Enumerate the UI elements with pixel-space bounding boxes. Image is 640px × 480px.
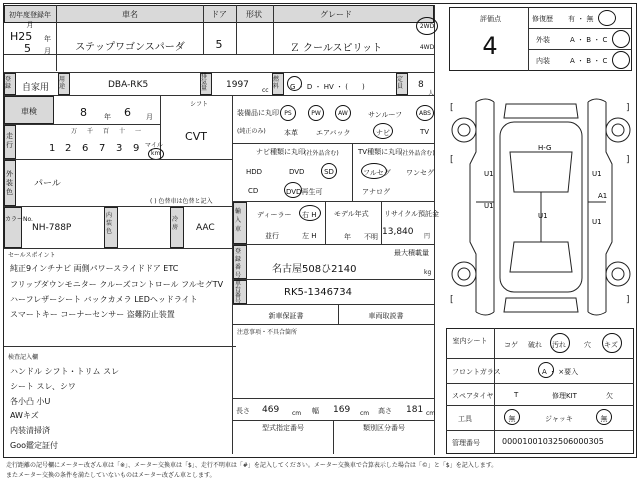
car-damage-diagram [446, 92, 636, 327]
tv-oneseg: ワンセグ [406, 169, 434, 177]
mileage-label: 走行 [6, 132, 13, 149]
diagram-label-u1-b: U1 [484, 202, 494, 210]
interior-grade-options: A ・ B ・ C [570, 57, 608, 65]
length-value: 469 [262, 405, 280, 415]
cap-value: 8 [418, 80, 424, 90]
color-no-label: カラーNo. [5, 216, 33, 223]
width-unit: cm [360, 410, 370, 417]
model-year-unknown: 不明 [364, 233, 378, 241]
equip-navi: ナビ [376, 129, 390, 137]
car-name-value: ステップワゴンスパーダ [75, 42, 185, 53]
manage-label: 管理番号 [452, 439, 480, 447]
recycle-value: 13,840 [382, 227, 414, 237]
diagram-label-a1: A1 [598, 192, 608, 200]
manage-value: 00001001032506000305 [502, 437, 604, 446]
model-year-label: モデル年式 [334, 210, 369, 218]
glass-options: A ・ ×要入 [542, 368, 579, 376]
footer-line-1: 走行距離の記号欄にメーター改ざん車は「※」、メーター交換車は「$」、走行不明車は「#」を記入してください。メーター交換車で合算表示した場合は「©」と「$」を記入します。 [6, 462, 498, 469]
reg-month-unit: 月 [44, 47, 51, 55]
mileage-digit-3: 7 [99, 143, 106, 154]
digit-header-1: 千 [87, 128, 94, 135]
inspector-line-5: Goo鑑定証付 [10, 441, 58, 450]
navi-dvdplay: DVD再生可 [286, 188, 323, 196]
height-unit: cm [426, 410, 436, 417]
footer-line-2: またメーター交換の条件を満たしていないものはメーター改ざん車とします。 [6, 472, 216, 479]
reg-month: 5 [24, 42, 31, 55]
height-label: 高さ [378, 407, 392, 415]
car-name-label: 車名 [122, 10, 138, 19]
equipment-title: 装備品に丸印 [237, 109, 279, 117]
score-value: 4 [482, 32, 498, 60]
chassis-value: RK5-1346734 [284, 287, 353, 298]
sales-line-0: 純正9インチナビ 両側パワースライドドア ETC [10, 264, 179, 273]
inspector-line-3: AWキズ [10, 411, 39, 420]
disp-label: 排気量 [201, 73, 208, 92]
navi-sub: (社外品含む) [304, 150, 339, 157]
color-no-value: NH-788P [32, 223, 72, 233]
reg-type-label: 登録 [5, 76, 12, 90]
plate-label: 登録番号 [235, 248, 242, 279]
svg-text:[: [ [450, 155, 454, 165]
new-warranty: 新車保証書 [268, 312, 304, 320]
svg-text:[: [ [450, 295, 454, 305]
manual: 車両取説書 [368, 312, 404, 320]
cap-label: 定員 [397, 76, 404, 90]
svg-text:[: [ [450, 103, 454, 113]
mileage-digit-4: 3 [116, 143, 123, 154]
fuel-label: 燃料 [273, 76, 280, 90]
fuel-options: G ・ D ・ HV ・ ( ) [290, 83, 365, 91]
unit-mile: マイル [145, 142, 163, 149]
notes-title: 注意事項・不具合箇所 [237, 329, 298, 336]
import-left-h: 左 H [302, 232, 317, 240]
svg-text:]: ] [626, 295, 630, 305]
color-note: ( ) 色替車は色替と記入 [150, 198, 213, 205]
recycle-unit: 円 [424, 233, 431, 240]
shaken-month: 6 [124, 106, 131, 119]
reg-era: H25 [10, 30, 33, 43]
grade-value: Ｚ クールスピリット [289, 43, 383, 54]
inspector-line-2: 各小凸 小U [10, 397, 51, 406]
diagram-label-hg: H-G [538, 144, 552, 152]
svg-text:]: ] [626, 155, 630, 165]
spare-kit: 修理KIT [552, 392, 577, 400]
import-parallel: 並行 [265, 232, 279, 240]
interior-grade-label: 内装 [536, 57, 550, 65]
seat-label: 室内シート [452, 337, 488, 345]
tv-title: TV種類に丸印 [358, 148, 403, 156]
diagram-label-u1-d: U1 [592, 170, 602, 178]
exterior-grade-label: 外装 [536, 36, 550, 44]
exterior-c-circle [612, 30, 630, 48]
shaken-year-unit: 年 [104, 113, 111, 121]
mileage-digit-0: 1 [49, 143, 56, 154]
width-value: 169 [333, 405, 351, 415]
exterior-label: 外装色 [6, 170, 13, 196]
spare-label: スペアタイヤ [452, 392, 494, 400]
seat-yogore: 汚れ [552, 341, 566, 349]
navi-cd: CD [248, 187, 259, 195]
ac-value: AAC [196, 223, 215, 233]
inspector-line-1: シート スレ、シワ [10, 382, 76, 391]
width-label: 幅 [312, 407, 319, 415]
first-reg-label: 初年度登録年月 [9, 11, 51, 29]
drive-2wd: 2WD [419, 23, 435, 30]
jack-value: 無 [600, 415, 608, 423]
tv-sub: (社外品含む) [400, 150, 435, 157]
tools-value: 無 [508, 415, 516, 423]
repair-options: 有 ・ 無 [568, 15, 594, 23]
jack-label: ジャッキ [545, 415, 573, 423]
plate-value: 名古屋508ひ2140 [272, 264, 357, 275]
disp-value: 1997 [226, 80, 249, 90]
seat-yabure: 破れ [528, 341, 542, 349]
shaken-label: 車検 [21, 107, 37, 116]
cc-unit: cc [262, 87, 269, 94]
fuel-g-circle [287, 76, 302, 91]
glass-label: フロントガラス [452, 368, 501, 376]
equip-aw: AW [338, 110, 348, 117]
tools-label: 工具 [458, 415, 472, 423]
equip-airbag: エアバック [316, 129, 351, 137]
length-unit: cm [292, 410, 302, 417]
spare-none: 欠 [606, 392, 613, 400]
shaken-year: 8 [80, 106, 87, 119]
max-load-unit: kg [424, 269, 432, 276]
equip-abs: ABS [419, 110, 431, 117]
spare-t: T [514, 391, 519, 399]
unit-km: km [151, 150, 161, 157]
color-value: パール [34, 179, 61, 189]
sales-line-1: フリップダウンモニター クルーズコントロール フルセグTV [10, 280, 224, 289]
navi-sd: SD [324, 168, 334, 176]
repair-none-circle [598, 10, 616, 26]
sales-line-3: スマートキー コーナーセンサー 盗難防止装置 [10, 310, 175, 319]
grade-label: グレード [320, 10, 352, 19]
doors-value: 5 [215, 38, 223, 51]
equip-ps: PS [284, 110, 292, 117]
digit-header-0: 万 [71, 128, 78, 135]
sales-line-2: ハーフレザーシート バックカメラ LEDヘッドライト [10, 295, 198, 304]
digit-header-4: 一 [135, 128, 142, 135]
sales-points-title: セールスポイント [8, 252, 56, 259]
interior-color-label: 内装色 [106, 212, 113, 235]
navi-hdd: HDD [246, 168, 263, 176]
tv-fullseg: フルセグ [363, 169, 391, 177]
max-load-label: 最大積載量 [394, 249, 429, 257]
model-year-year: 年 [344, 233, 351, 241]
import-right-h: 右 H [302, 211, 317, 219]
navi-title: ナビ種類に丸印 [256, 148, 305, 156]
exterior-grade-options: A ・ B ・ C [570, 36, 608, 44]
shape-label: 形状 [246, 10, 262, 19]
use-value: 自家用 [22, 83, 50, 93]
class-number: 類別区分番号 [363, 424, 405, 432]
type-designation: 型式指定番号 [262, 424, 304, 432]
import-label: 輸入車 [235, 208, 242, 233]
equip-leather: 本革 [284, 129, 298, 137]
navi-dvd: DVD [289, 168, 305, 176]
length-label: 長さ [236, 407, 250, 415]
diagram-label-u1-a: U1 [484, 170, 494, 178]
diagram-label-u1-e: U1 [592, 218, 602, 226]
door-label: ドア [211, 10, 227, 19]
inspector-line-4: 内装清掃済 [10, 426, 50, 435]
model-value: DBA-RK5 [108, 80, 149, 90]
diagram-label-u1-c: U1 [538, 212, 548, 220]
import-dealer: ディーラー [257, 211, 292, 219]
seat-koge: コゲ [504, 341, 518, 349]
recycle-label: リサイクル預託金 [384, 210, 440, 218]
equip-sunroof: サンルーフ [368, 111, 403, 119]
inspector-line-0: ハンドル シフト・トリム スレ [10, 367, 120, 376]
digit-header-2: 百 [103, 128, 110, 135]
reg-era-unit: 年 [44, 35, 51, 43]
shaken-month-unit: 月 [146, 113, 153, 121]
drive-4wd: 4WD [419, 44, 435, 51]
height-value: 181 [406, 405, 424, 415]
use-label: 用途 [59, 76, 66, 90]
repair-label: 修復歴 [532, 15, 553, 23]
shift-label: シフト [190, 101, 209, 108]
digit-header-3: 十 [119, 128, 126, 135]
ac-label: 冷房 [172, 216, 179, 231]
interior-c-circle [612, 51, 630, 69]
chassis-label: 車台番号 [235, 280, 242, 305]
inspector-notes-title: 検査記入欄 [8, 354, 39, 361]
cap-unit: 人 [428, 90, 435, 97]
mileage-digit-2: 6 [82, 143, 89, 154]
score-label: 評価点 [480, 15, 501, 23]
equip-tv: TV [420, 128, 430, 136]
tv-analog: アナログ [362, 188, 390, 196]
equip-pw: PW [311, 110, 321, 117]
seat-kizu: キズ [604, 341, 618, 349]
equipment-subtitle: (純正のみ) [237, 128, 266, 135]
svg-text:]: ] [626, 103, 630, 113]
mileage-digit-1: 2 [65, 143, 72, 154]
mileage-digit-5: 9 [133, 143, 140, 154]
shift-value: CVT [185, 130, 207, 143]
seat-ana: 穴 [584, 341, 591, 349]
